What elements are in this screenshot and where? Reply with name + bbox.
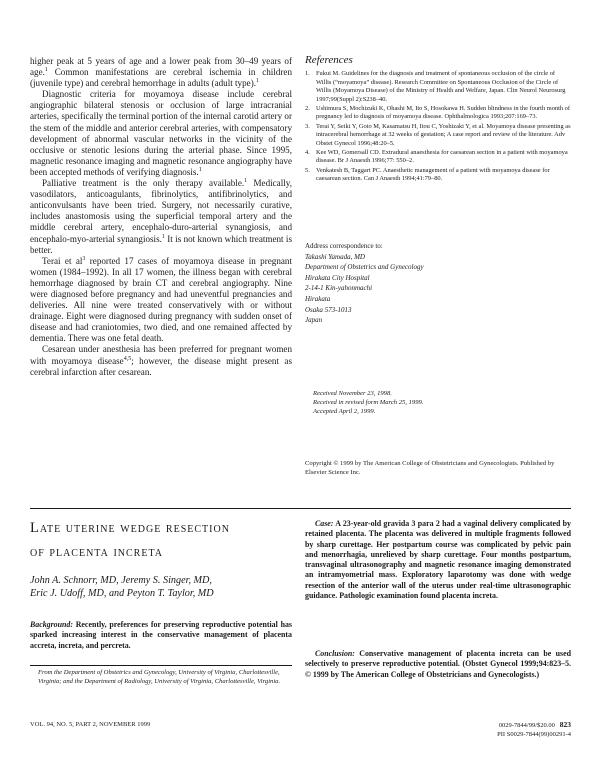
reference-item: 2. Ushimura S, Mochizuki K, Ohashi M, Ito S, Hosokawa H. Sudden blindness in the fourth month of pregnancy led to diagnosis of moyamoya disease. Ophthalmologica 1993;207:169–73. (305, 104, 571, 121)
paragraph-cesarean: Cesarean under anesthesia has been preferred for pregnant women with moyamoya disease$^{4,5}$; however, the disease might present as cerebral infarction after cesarean. (30, 344, 293, 377)
paragraph-1: higher peak at 5 years of age and a lower peak from 30–49 years of age.$^1$ Common manifestations are cerebral ischemia in children (juvenile type) and cerebral hemorrhage in adults (adult type).$^1$ (30, 56, 292, 89)
address-department: Department of Obstetrics and Gynecology (305, 263, 424, 272)
author-affiliation: From the Department of Obstetrics and Gynecology, University of Virginia, Charlottesville, Virginia; and the Department of Radiology, University of Virginia, Charlottesville, Virginia. (38, 669, 281, 685)
paragraph-terai: Terai et $al^3$ reported 17 cases of moyamoya disease in pregnant women (1984–1992). In all 17 women, the illness began with cerebral hemorrhage diagnosed by brain CT and cerebral angiography. Nine were diagnosed before pregnancy and had uneventful pregnancies and deliveries. All nine were treated conservatively with or without drainage. Eight were diagnosed during pregnancy with sudden onset of disease and had craniotomies, two died, and one remained affected by dementia. There was one fetal death. (30, 255, 292, 344)
abstract-conclusion: Conclusion: Conservative management of placenta increta can be used selectively to preserve reproductive potential. (Obstet Gynecol 1999;94:823–5. © 1999 by The American College of Obstetricians and Gynecologists.) (305, 649, 571, 679)
paragraph-diagnostic-criteria: Diagnostic criteria for moyamoya disease include cerebral angiographic bilateral stenosis or occlusion of large intracranial arteries, specifically the terminal portion of the internal carotid artery or the stem of the middle and anterior cerebral arteries, with compensatory development of abnormal vascular networks in the vicinity of the occlusive or stenotic lesions during the arterial phase. Since 1995, magnetic resonance imaging and magnetic resonance angiography have been accepted methods of verifying diagnosis.$^1$ (30, 89, 292, 177)
address-region: Osaka 573-1013 (305, 305, 352, 314)
reference-item: 3. Terai Y, Seiki Y, Goto M, Kasamatsu H, Itou C, Yoshizaki Y, et al. Moyamoya disease presenting as intracerebral hemorrhage at 32 weeks of gestation; A case report and review of the literature. Adv Obstet Gynecol 1996;48:20–5. (305, 122, 571, 147)
background-label: Background: (30, 620, 73, 629)
article-authors (30, 574, 295, 601)
article-title-line-1: Late uterine wedge resection (30, 520, 230, 536)
authors-line-2: Eric J. Udoff, MD, and Peyton T. Taylor, MD (30, 588, 214, 600)
case-label: Case: (315, 519, 334, 528)
footer-issn: 0029-7844/99/$20.00 (498, 722, 555, 729)
address-street: 2-14-1 Kin-yahonmachi (305, 284, 373, 293)
section-divider (30, 508, 571, 509)
article-title-line-2: of placenta increta (30, 544, 163, 560)
references-section (305, 54, 571, 184)
article-title (30, 516, 295, 564)
authors-line-1: John A. Schnorr, MD, Jeremy S. Singer, MD, (30, 575, 212, 586)
footer-journal: VOL. 94, NO. 5, PART 2, NOVEMBER 1999 (30, 721, 151, 728)
left-body-column (30, 56, 292, 378)
address-hospital: Hirakata City Hospital (305, 273, 370, 282)
footer-pii: PII S0029-7844(99)00291-4 (497, 730, 571, 738)
page-number: 823 (559, 720, 571, 729)
abstract-case: Case: A 23-year-old gravida 3 para 2 had a vaginal delivery complicated by retained placenta. The placenta was delivered in multiple fragments followed by sharp curettage. Her postpartum course was complicated by pelvic pain and menorrhagia, unrelieved by sharp curettage. Four months postpartum, transvaginal ultrasonography and magnetic resonance imaging demonstrated an intramyometrial mass. Exploratory laparotomy was done with wedge resection of the anterior wall of the uterus under real-time ultrasonographic guidance. Pathologic examination found placenta increta. (305, 519, 571, 601)
conclusion-label: Conclusion: (315, 649, 355, 658)
address-country: Japan (305, 316, 323, 325)
references-list (305, 70, 571, 184)
received-date: Received November 23, 1998. (313, 390, 392, 397)
footer-codes (380, 721, 571, 739)
reference-item: 5. Venkatesh B, Taggart PC. Anaesthetic management of a patient with moyamoya disease for caesarean section. Can J Anaesth 1994;41:79–80. (305, 166, 550, 183)
address-name: Takashi Yamada, MD (305, 252, 365, 261)
paragraph-treatment: Palliative treatment is the only therapy available.$^1$ Medically, vasodilators, anticoagulants, fibrinolytics, antifibrinolytics, and anticonvulsants have been tried. Surgery, not necessarily curative, includes anastomosis using the superficial temporal artery and the middle cerebral artery, encephalo-duro-arterial synangiosis, and encephalo-myo-arterial synangiosis.$^1$ It is not known which treatment is better. (30, 178, 293, 255)
footnote-divider (30, 665, 292, 666)
reference-item: 1. Fukui M. Guidelines for the diagnosis and treatment of spontaneous occlusion of the circle of Willis (“moyamoya” disease). Research Committee on Spontaneous Occlusion of the Circle of Willis (Moyamoya Disease) of the Ministry of Health and Welfare, Japan. Clin Neurol Neurosurg 1997;99(Suppl 2):S238–40. (305, 70, 566, 103)
address-city: Hirakata (305, 294, 331, 303)
revised-date: Received in revised form March 25, 1999. (313, 398, 424, 406)
copyright-notice: Copyright © 1999 by The American College of Obstetricians and Gynecologists. Published by Elsevier Science Inc. (305, 460, 555, 476)
received-dates (313, 390, 571, 416)
references-heading: References (305, 54, 353, 66)
correspondence-address (305, 241, 571, 326)
reference-item: 4. Kee WD, Gomersall CD. Extradural anaesthesia for caesarean section in a patient with moyamoya disease. Br J Anaesth 1996;77: 550–2. (305, 148, 568, 165)
abstract-background: Background: Recently, preferences for preserving reproductive potential has sparked increasing interest in the conservative management of placenta accreta, increta, and percreta. (30, 620, 292, 650)
address-label: Address correspondence to: (305, 242, 383, 250)
accepted-date: Accepted April 2, 1999. (313, 407, 376, 415)
